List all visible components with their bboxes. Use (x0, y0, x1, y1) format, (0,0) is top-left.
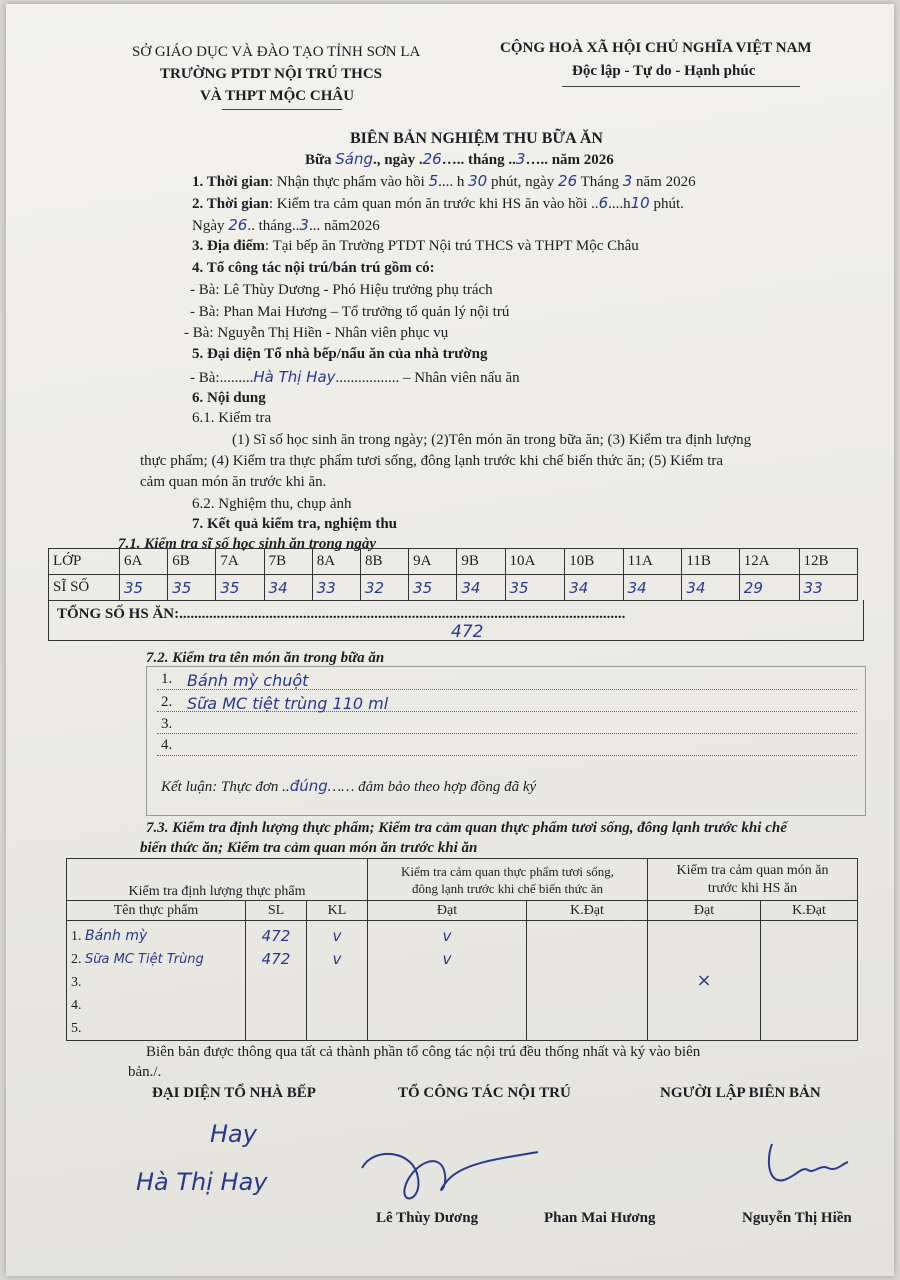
food-list-cell (67, 921, 246, 1041)
section-6-1-text-line3: cảm quan món ăn trước khi ăn. (140, 474, 327, 490)
count-cell: 35 (409, 575, 457, 601)
food-row: 5. (71, 1021, 82, 1036)
class-cell: 10A (505, 549, 565, 575)
class-cell: 6B (168, 549, 216, 575)
section-6-1-text-line2: thực phẩm; (4) Kiểm tra thực phẩm tươi sống, đông lạnh trước khi chế biến thức ăn; (5) Kiểm tra (140, 453, 724, 469)
menu-conclusion: Kết luận: Thực đơn ..đúng…… đảm bảo theo hợp đồng đã ký (161, 777, 537, 795)
school-name-line1: TRƯỜNG PTDT NỘI TRÚ THCS (160, 66, 382, 82)
kdat2-cell (761, 921, 858, 1041)
section-5-heading: 5. Đại diện Tổ nhà bếp/nấu ăn của nhà trường (192, 346, 488, 362)
food-row: 2. Sữa MC Tiệt Trùng (71, 952, 204, 967)
class-cell: 6A (120, 549, 168, 575)
section-4-heading: 4. Tổ công tác nội trú/bán trú gồm có: (192, 260, 435, 276)
month-value: 3 (515, 150, 526, 168)
col-kdat-2: K.Đạt (761, 901, 858, 921)
count-cell: 33 (312, 575, 360, 601)
count-cell: 34 (264, 575, 312, 601)
count-cell: 34 (682, 575, 739, 601)
count-row-label: SĨ SỐ (49, 575, 120, 601)
menu-number: 4. (161, 737, 173, 753)
signature-title-boarding: TỔ CÔNG TÁC NỘI TRÚ (398, 1085, 571, 1101)
menu-box (146, 666, 866, 816)
col-dat: Đạt (368, 901, 527, 921)
dat-cell: v v (368, 921, 527, 1041)
class-row-label: LỚP (49, 549, 120, 575)
signer-name-duong: Lê Thùy Dương (376, 1210, 479, 1226)
class-cell: 11B (682, 549, 739, 575)
menu-heading: 7.2. Kiểm tra tên món ăn trong bữa ăn (146, 650, 385, 666)
menu-number: 3. (161, 716, 173, 732)
kitchen-representative: - Bà:.........Hà Thị Hay................. – Nhân viên nấu ăn (190, 368, 520, 386)
boarding-signature-scribble (354, 1140, 544, 1210)
count-cell: 32 (360, 575, 408, 601)
national-motto: Độc lập - Tự do - Hạnh phúc (572, 63, 756, 79)
quantity-heading-line1: 7.3. Kiểm tra định lượng thực phẩm; Kiểm tra cảm quan thực phẩm tươi sống, đông lạnh trước khi chế (146, 820, 787, 836)
signature-title-kitchen: ĐẠI DIỆN TỔ NHÀ BẾP (152, 1085, 316, 1101)
section-6-heading: 6. Nội dung (192, 390, 266, 406)
kitchen-signature: Hay (210, 1120, 257, 1148)
section-6-2: 6.2. Nghiệm thu, chụp ảnh (192, 496, 352, 512)
section-6-1: 6.1. Kiểm tra (192, 410, 272, 426)
department-name: SỞ GIÁO DỤC VÀ ĐÀO TẠO TỈNH SƠN LA (132, 44, 421, 60)
total-value: 472 (451, 622, 484, 642)
attendance-heading: 7.1. Kiểm tra sĩ số học sinh ăn trong ngày (118, 536, 376, 552)
section-7-heading: 7. Kết quả kiểm tra, nghiệm thu (192, 516, 398, 532)
menu-number: 2. (161, 694, 173, 710)
class-cell: 10B (565, 549, 623, 575)
col-kdat: K.Đạt (527, 901, 648, 921)
author-signature-scribble (762, 1140, 852, 1190)
food-row: 3. (71, 975, 82, 990)
count-cell: 35 (168, 575, 216, 601)
total-row (48, 600, 864, 641)
sl-cell: 472 472 (246, 921, 307, 1041)
total-label: TỔNG SỐ HS ĂN:....................................................................................................................... (57, 606, 626, 622)
header-underline-right (562, 86, 800, 87)
signer-name-huong: Phan Mai Hương (544, 1210, 656, 1226)
count-cell: 33 (799, 575, 857, 601)
group-header-cooked: Kiểm tra cảm quan món ăn trước khi HS ăn (648, 859, 858, 901)
member-2: - Bà: Phan Mai Hương – Tổ trưởng tổ quản lý nội trú (190, 304, 510, 320)
dat2-cell (648, 921, 761, 1041)
menu-item: Sữa MC tiệt trùng 110 ml (187, 694, 389, 713)
meal-line: Bữa Sáng., ngày .26….. tháng ..3….. năm 2026 (305, 150, 614, 168)
member-1: - Bà: Lê Thùy Dương - Phó Hiệu trưởng phụ trách (190, 282, 493, 298)
food-row: 4. (71, 998, 82, 1013)
kitchen-handwritten-name: Hà Thị Hay (136, 1168, 268, 1196)
class-cell: 7A (216, 549, 264, 575)
header-underline-left (222, 109, 342, 110)
approval-statement-line2: bản./. (128, 1064, 162, 1080)
count-cell: 29 (739, 575, 799, 601)
quantity-body (67, 921, 858, 1041)
count-cell: 35 (120, 575, 168, 601)
quantity-table (66, 858, 858, 1041)
class-cell: 12B (799, 549, 857, 575)
section-2-date: Ngày 26.. tháng..3... năm2026 (192, 216, 380, 234)
quantity-heading-line2: biến thức ăn; Kiểm tra cảm quan món ăn trước khi ăn (140, 840, 478, 856)
group-header-quantity: Kiểm tra định lượng thực phẩm (67, 859, 368, 901)
signer-name-hien: Nguyễn Thị Hiền (742, 1210, 852, 1226)
cross-mark: × (696, 970, 712, 991)
signature-title-author: NGƯỜI LẬP BIÊN BẢN (660, 1085, 821, 1101)
class-cell: 8B (360, 549, 408, 575)
school-name-line2: VÀ THPT MỘC CHÂU (200, 88, 355, 104)
class-cell: 11A (623, 549, 682, 575)
count-cell: 35 (216, 575, 264, 601)
member-3: - Bà: Nguyễn Thị Hiền - Nhân viên phục vụ (184, 325, 449, 341)
attendance-table (48, 548, 858, 601)
food-row: 1. Bánh mỳ (71, 928, 148, 944)
meal-value: Sáng (335, 150, 374, 168)
section-2: 2. Thời gian: Kiểm tra cảm quan món ăn trước khi HS ăn vào hồi ..6....h10 phút. (192, 194, 684, 212)
col-food-name: Tên thực phẩm (67, 901, 246, 921)
col-sl: SL (246, 901, 307, 921)
class-cell: 12A (739, 549, 799, 575)
day-value: 26 (422, 150, 442, 168)
kdat-cell (527, 921, 648, 1041)
count-cell: 34 (565, 575, 623, 601)
count-row (49, 575, 858, 601)
section-3: 3. Địa điểm: Tại bếp ăn Trường PTDT Nội trú THCS và THPT Mộc Châu (192, 238, 639, 254)
col-dat-2: Đạt (648, 901, 761, 921)
approval-statement-line1: Biên bản được thông qua tất cả thành phần tổ công tác nội trú đều thống nhất và ký vào biên (146, 1044, 701, 1060)
class-cell: 7B (264, 549, 312, 575)
group-header-fresh: Kiểm tra cảm quan thực phẩm tươi sống, đông lạnh trước khi chế biến thức ăn (368, 859, 648, 901)
count-cell: 34 (623, 575, 682, 601)
section-6-1-text-line1: (1) Sĩ số học sinh ăn trong ngày; (2)Tên món ăn trong bữa ăn; (3) Kiểm tra định lượng (232, 432, 752, 448)
count-cell: 34 (457, 575, 505, 601)
class-cell: 8A (312, 549, 360, 575)
class-cell: 9B (457, 549, 505, 575)
col-kl: KL (307, 901, 368, 921)
republic-name: CỘNG HOÀ XÃ HỘI CHỦ NGHĨA VIỆT NAM (500, 40, 812, 56)
menu-item: Bánh mỳ chuột (187, 671, 309, 690)
count-cell: 35 (505, 575, 565, 601)
menu-number: 1. (161, 671, 173, 687)
class-row (49, 549, 858, 575)
kl-cell: v v (307, 921, 368, 1041)
section-1: 1. Thời gian: Nhận thực phẩm vào hồi 5.... h 30 phút, ngày 26 Tháng 3 năm 2026 (192, 172, 696, 190)
class-cell: 9A (409, 549, 457, 575)
document-title: BIÊN BẢN NGHIỆM THU BỮA ĂN (350, 130, 603, 147)
